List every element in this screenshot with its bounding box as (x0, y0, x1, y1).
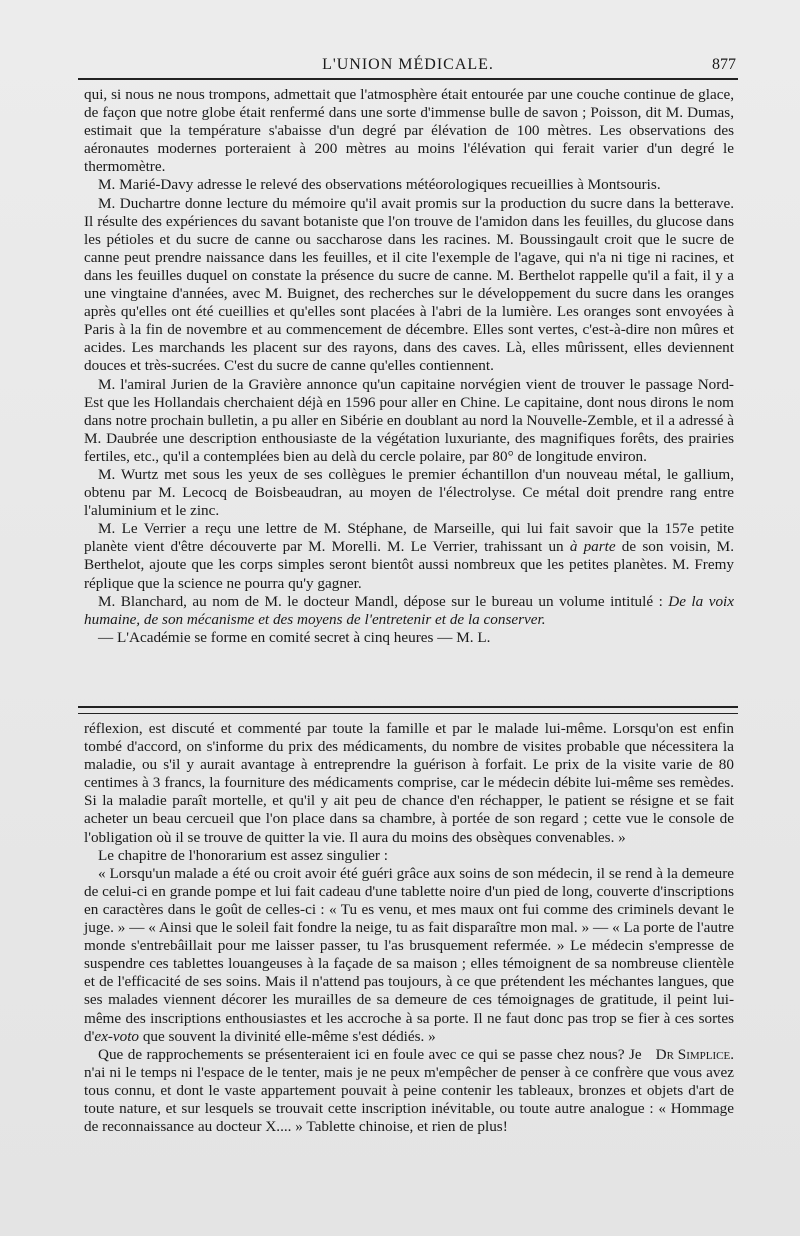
academy-closing: — L'Académie se forme en comité secret à cinq heures — M. L. (98, 628, 491, 646)
academy-paragraph (84, 520, 734, 592)
signature: Dr Simplice. (655, 1045, 734, 1063)
header-rule (78, 78, 738, 80)
feuilleton-paragraph (84, 865, 734, 1046)
book-title: De la voix humaine, de son mécanisme et des moyens de l'entretenir et de la conserver. (84, 592, 735, 628)
text-run: M. Blanchard, au nom de M. le docteur Mandl, dépose sur le bureau un volume intitulé : (98, 592, 663, 610)
text-run: que souvent la divinité elle-même s'est dédiés. » (139, 1027, 436, 1045)
academy-paragraph: M. Duchartre donne lecture du mémoire qu'il avait promis sur la production du sucre dans la betterave. Il résulte des expériences du savant botaniste que l'on trouve de l'amidon dans les feuilles, du glucose dans les pétioles et du sucre de canne ou saccharose dans les racines. M. Boussingault croit que le sucre de canne peut prendre naissance dans les feuilles, et il cite l'exemple de l'agave, qui n'a ni tige ni racines, et dans les feuilles duquel on constate la présence du sucre de canne. M. Berthelot rappelle qu'il a fait, il y a une vingtaine d'années, avec M. Buignet, des recherches sur le développement du sucre dans les oranges après qu'elles ont été cueillies et qu'elles sont placées à l'abri de la lumière. Les oranges sont envoyées à Paris à la fin de novembre et au commencement de décembre. Elles sont vertes, c'est-à-dire non mûres et acides. Les marchands les placent sur des rayons, dans des caves. Là, elles mûrissent, elles deviennent douces et très-sucrées. C'est du sucre de canne qu'elles contiennent. (84, 194, 734, 375)
page-number: 877 (712, 56, 736, 73)
feuilleton-paragraph: Le chapitre de l'honorarium est assez singulier : (98, 846, 388, 864)
feuilleton (84, 720, 734, 1136)
feuilleton-separator (78, 706, 738, 714)
text-run: de son voisin, M. Berthelot, ajoute que les corps simples seront bientôt aussi nombreux que les petites planètes. M. Fremy réplique que la science ne pourra qu'y gagner. (84, 538, 734, 592)
text-run: Que de rapprochements se présenteraient ici en foule avec ce qui se passe chez nous? Je n'ai ni le temps ni l'espace de le tenter, mais je ne peux m'empêcher de penser à ce confrère que vous avez tous connu, et dont le vaste appartement pouvait à peine contenir les tableaux, bronzes et objets d'art de toute nature, et sur lesquels se trouvait cette inscription inévitable, ou toute autre analogue : « Hommage de reconnaissance au docteur X.... » Tablette chinoise, et rien de plus! (84, 1045, 734, 1136)
academy-paragraph: M. Wurtz met sous les yeux de ses collègues le premier échantillon d'un nouveau métal, le gallium, obtenu par M. Lecocq de Boisbeaudran, au moyen de l'électrolyse. Ce métal doit prendre rang entre l'aluminium et le zinc. (84, 465, 734, 520)
academy-paragraph: M. Marié-Davy adresse le relevé des observations météorologiques recueillies à Montsouris. (98, 176, 661, 194)
academy-paragraph (84, 593, 734, 629)
feuilleton-paragraph (84, 1046, 734, 1136)
page-header (78, 50, 738, 80)
running-title: L'UNION MÉDICALE. (322, 56, 494, 73)
academy-paragraph: M. l'amiral Jurien de la Gravière annonce qu'un capitaine norvégien vient de trouver le passage Nord-Est que les Hollandais cherchaient déjà en 1596 pour aller en Chine. Le capitaine, dont nous dirons le nom dans notre prochain bulletin, a pu aller en Sibérie en doublant au nord la Nouvelle-Zemble, et il a adressé à M. Daubrée une description enthousiaste de la végétation luxuriante, des magnifiques forêts, des prairies fertiles, etc., qu'il a contemplées bien au delà du cercle polaire, par 80° de longitude environ. (84, 375, 734, 465)
italic-phrase: à parte (569, 538, 616, 556)
text-run: M. Le Verrier a reçu une lettre de M. Stéphane, de Marseille, qui lui fait savoir que la 157e petite planète vient d'être découverte par M. Morelli. M. Le Verrier, trahissant un (84, 520, 734, 556)
feuilleton-paragraph: réflexion, est discuté et commenté par toute la famille et par le malade lui-même. Lorsqu'on est enfin tombé d'accord, on s'informe du prix des médicaments, du nombre de visites probable que nécessitera la maladie, ou s'il y aurait avantage à entreprendre la guérison à forfait. Le prix de la visite varie de 80 centimes à 3 francs, la fourniture des médicaments comprise, car le médecin débite lui-même ses remèdes. Si la maladie paraît mortelle, et qu'il y ait peu de chance d'en réchapper, le patient se résigne et se fait acheter un beau cercueil que l'on place dans sa chambre, à portée de son regard ; cette vue le console de l'obligation où il se trouve de quitter la vie. Il aura du moins des obsèques convenables. » (84, 720, 734, 846)
academy-report (84, 86, 734, 647)
italic-phrase: ex-voto (94, 1027, 140, 1045)
text-run: « Lorsqu'un malade a été ou croit avoir été guéri grâce aux soins de son médecin, il se rend à la demeure de celui-ci en grande pompe et lui fait cadeau d'une tablette noire d'un pied de long, couverte d'inscriptions en caractères dans le goût de celles-ci : « Tu es venu, et mes maux ont fui comme des criminels devant le juge. » — « Ainsi que le soleil fait fondre la neige, tu as fait disparaître mon mal. » — « La porte de l'autre monde s'entrebâillait pour me laisser passer, tu l'as brusquement refermée. » Le médecin s'empresse de suspendre ces tablettes louangeuses à la façade de sa maison ; elles témoignent de sa nombreuse clientèle et de l'efficacité de ses soins. Mais il n'attend pas toujours, à ce que prétendent les méchantes langues, que ses malades viennent décorer les murailles de sa demeure de ces témoignages de gratitude, il peint lui-même des inscriptions enthousiastes et les accroche à sa porte. Il ne faut donc pas trop se fier à ces sortes d' (84, 864, 734, 1045)
academy-paragraph: qui, si nous ne nous trompons, admettait que l'atmosphère était entourée par une couche continue de glace, de façon que notre globe était renfermé dans une sorte d'immense bulle de savon ; Poisson, dit M. Dumas, estimait que la température s'abaisse d'un degré par élévation de 100 mètres. Les observations des aéronautes modernes porteraient à 200 mètres au moins l'élévation qui ferait varier d'un degré le thermomètre. (84, 86, 734, 176)
